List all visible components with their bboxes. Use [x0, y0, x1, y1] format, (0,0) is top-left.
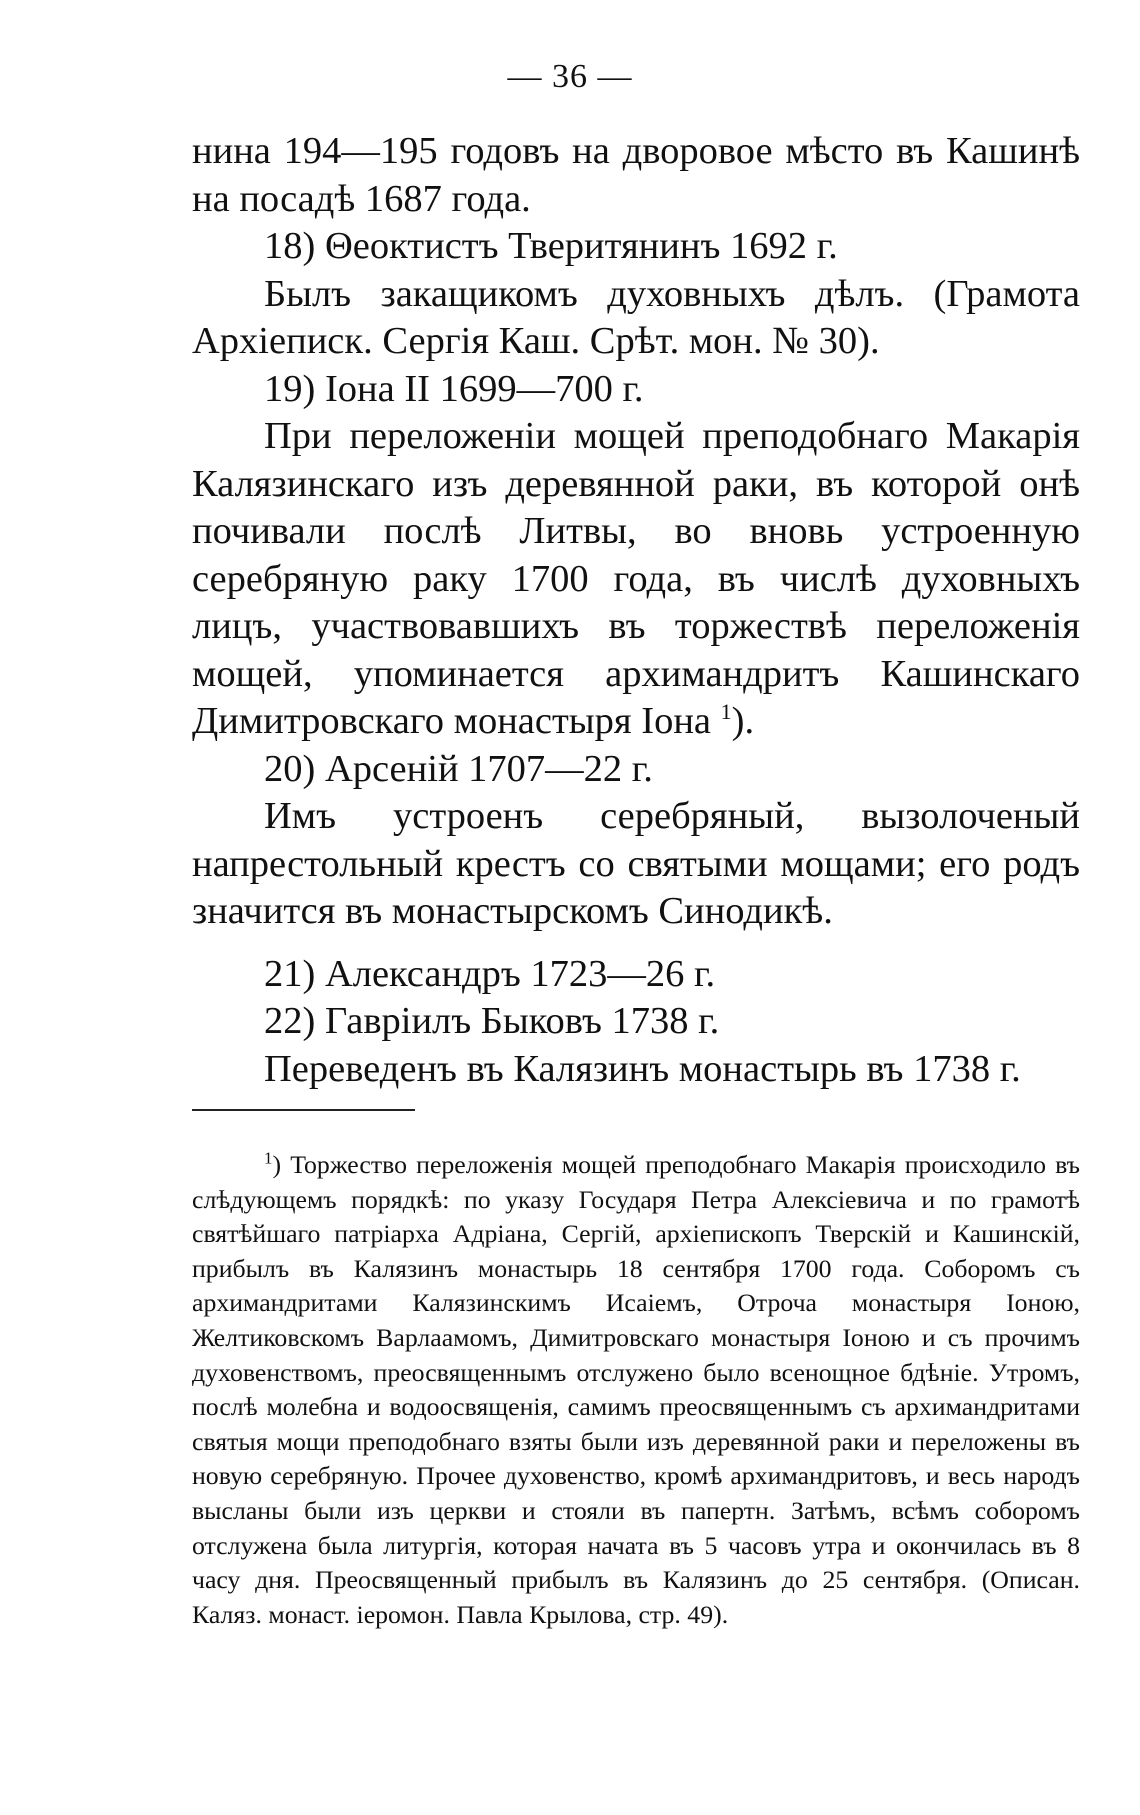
- paragraph-continuation: нина 194—195 годовъ на дворовое мѣсто въ Кашинѣ на посадѣ 1687 года.: [192, 130, 1080, 220]
- main-text: [192, 128, 1080, 1093]
- paragraph-entry-19-end: ).: [731, 700, 755, 742]
- footnote-text: ) Торжество переложенія мощей преподобнаго Макарія происходило въ слѣдующемъ порядкѣ: по указу Государя Петра Алексіевича и по грамотѣ святѣйшаго патріарха Адріана, Сергій, архіепископъ Тверскій и Кашинскій, прибылъ въ Калязинъ монастырь 18 сентября 1700 года. Соборомъ съ архимандритами Калязинскимъ Исаіемъ, Отроча монастыря Іоною, Желтиковскомъ Варлаамомъ, Димитровскаго монастыря Іоною и съ прочимъ духовенствомъ, преосвященнымъ отслужено было всенощное бдѣніе. Утромъ, послѣ молебна и водоосвященія, самимъ преосвященнымъ съ архимандритами святыя мощи преподобнаго взяты были изъ деревянной раки и переложены въ новую серебряную. Прочее духовенство, кромѣ архимандритовъ, и весь народъ высланы были изъ церкви и стояли въ папертн. Затѣмъ, всѣмъ соборомъ отслужена была литургія, которая начата въ 5 часовъ утра и окончилась въ 8 часу дня. Преосвященный прибылъ въ Калязинъ до 25 сентября. (Описан. Каляз. монаст. іеромон. Павла Крылова, стр. 49).: [192, 1150, 1080, 1629]
- list-entry-18: 18) Θеоктистъ Тверитянинъ 1692 г.: [264, 225, 838, 267]
- footnote-marker: 1: [264, 1148, 273, 1168]
- list-entry-19: 19) Іона II 1699—700 г.: [264, 367, 644, 410]
- paragraph-entry-20-note: Имъ устроенъ серебряный, вызолоченый напрестольный крестъ со святыми мощами; его родъ значится въ монастырскомъ Синодикѣ.: [192, 795, 1080, 932]
- footnote-divider: [192, 1109, 415, 1111]
- paragraph-entry-19-text: При переложеніи мощей преподобнаго Макарія Калязинскаго изъ деревянной раки, въ которой онѣ почивали послѣ Литвы, во вновь устроенную серебряную раку 1700 года, въ числѣ духовныхъ лицъ, участвовавшихъ въ торжествѣ переложенія мощей, упоминается архимандритъ Кашинскаго Димитровскаго монастыря Іона: [192, 415, 1080, 742]
- footnotes: [192, 1148, 1080, 1632]
- footnote-reference: 1: [720, 699, 732, 725]
- paragraph-entry-19-note: [192, 413, 1080, 746]
- list-entry-21: 21) Александръ 1723—26 г.: [264, 952, 716, 995]
- paragraph-entry-18-note: Былъ закащикомъ духовныхъ дѣлъ. (Грамота Архіеписк. Сергія Каш. Срѣт. мон. № 30).: [192, 272, 1080, 362]
- footnote: [192, 1148, 1080, 1632]
- list-entry-20: 20) Арсеній 1707—22 г.: [264, 747, 653, 790]
- page-number: — 36 —: [507, 58, 633, 95]
- list-entry-22: 22) Гавріилъ Быковъ 1738 г.: [264, 1000, 720, 1042]
- paragraph-entry-22-note: Переведенъ въ Калязинъ монастырь въ 1738 г.: [264, 1047, 1021, 1090]
